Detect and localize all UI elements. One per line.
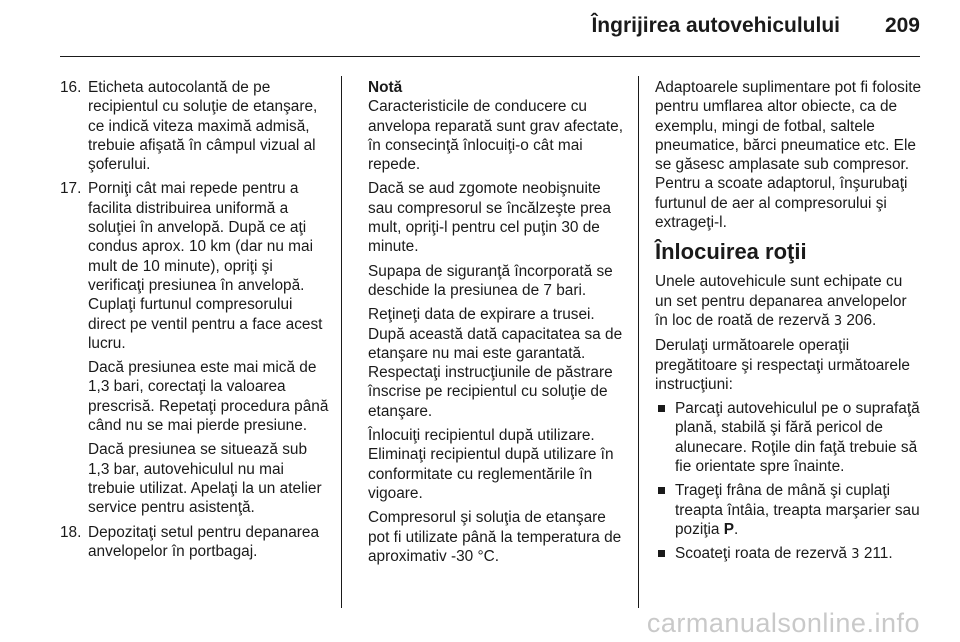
page-reference-icon: 3 — [833, 313, 843, 329]
bullet-item — [655, 481, 923, 539]
column-divider — [638, 76, 639, 608]
paragraph: Adaptoarele suplimentare pot fi folosite pentru umflarea altor obiecte, ca de exemplu, mingi de fotbal, saltele pneumatice, bărci pneumatice etc. Ele se găsesc amplasate sub compresor. Pentru a scoate adaptorul, înşurubaţi furtunul de aer al compresorului şi extrageţi-l. — [655, 79, 922, 232]
section-heading: Înlocuirea roţii — [655, 239, 807, 265]
paragraph — [655, 272, 923, 331]
bullet-text: Trageţi frâna de mână şi cuplaţi treapta întâia, treapta marşarier sau poziţia — [675, 482, 920, 538]
numbered-step — [62, 523, 330, 562]
paragraph: Reţineţi data de expirare a trusei. După această dată capacitatea sa de etanşare nu mai este garantată. Respectaţi instrucţiunile de păstrare înscrise pe recipientul cu soluţie de etanşare. — [368, 306, 623, 420]
step-number: 17. — [60, 180, 82, 198]
header-divider — [60, 56, 920, 57]
numbered-step — [62, 78, 330, 174]
step-text: Porniţi cât mai repede pentru a facilita distribuirea uniformă a soluţiei în anvelopă. După ce aţi condus aprox. 10 km (dar nu mai mult de 10 minute), opriţi şi verificaţi presiunea în anvelopă. Cuplaţi furtunul compresorului direct pe ventil pentru a face acest lucru. — [88, 180, 323, 352]
square-bullet-icon — [658, 405, 665, 412]
paragraph: Dacă se aud zgomote neobişnuite sau compresorul se încălzeşte prea mult, opriţi-l pentru cel puţin 30 de minute. — [368, 180, 611, 256]
paragraph: Derulaţi următoarele operaţii pregătitoare şi respectaţi următoarele instrucţiuni: — [655, 337, 910, 393]
watermark — [0, 608, 960, 642]
page-reference-icon: 3 — [851, 547, 860, 563]
column-right — [655, 78, 923, 570]
note-label: Notă — [368, 79, 403, 96]
page-reference[interactable]: 206. — [846, 311, 877, 329]
gear-position-label: P — [723, 520, 735, 538]
step-sub-paragraph: Dacă presiunea este mai mică de 1,3 bari, corectaţi la valoarea prescrisă. Repetaţi procedura până când nu se mai pierde presiune. — [88, 359, 329, 435]
column-middle — [368, 78, 624, 571]
column-divider — [341, 76, 342, 608]
step-text: Eticheta autocolantă de pe recipientul cu soluţie de etanşare, ce indică viteza maximă admisă, trebuie afişată în câmpul vizual al şoferului. — [88, 79, 318, 174]
page-header — [0, 0, 960, 60]
step-sub-paragraph: Dacă presiunea se situează sub 1,3 bar, autovehiculul nu mai trebuie utilizat. Apelaţi la un atelier service pentru asistenţă. — [88, 441, 322, 517]
bullet-item — [655, 544, 923, 564]
paragraph: Compresorul şi soluţia de etanşare pot fi utilizate până la temperatura de aproximativ -30 °C. — [368, 509, 622, 565]
bullet-text: Parcaţi autovehiculul pe o suprafaţă plană, stabilă şi fără pericol de alunecare. Roţile din faţă trebuie să fie orientate spre înainte. — [675, 400, 920, 476]
paragraph: Înlocuiţi recipientul după utilizare. Eliminaţi recipientul după utilizare în conformitate cu reglementările în vigoare. — [368, 427, 614, 502]
page-number: 209 — [884, 14, 920, 37]
bullet-text: Scoateţi roata de rezervă — [675, 545, 847, 563]
watermark-text: carmanualsonline.info — [646, 608, 920, 638]
chapter-title: Îngrijirea autovehiculului — [591, 14, 840, 37]
numbered-step — [62, 179, 330, 353]
step-text: Depozitaţi setul pentru depanarea anvelopelor în portbagaj. — [88, 523, 320, 560]
column-left — [62, 78, 330, 566]
step-number: 18. — [60, 523, 82, 541]
square-bullet-icon — [658, 487, 665, 494]
paragraph: Supapa de siguranţă încorporată se deschide la presiunea de 7 bari. — [368, 262, 613, 299]
note-text: Caracteristicile de conducere cu anvelopa reparată sunt grav afectate, în consecinţă înlocuiţi-o cât mai repede. — [368, 98, 623, 174]
step-number: 16. — [60, 79, 82, 96]
bullet-item — [655, 399, 923, 476]
bullet-text-end: . — [734, 520, 739, 538]
paragraph-text: Unele autovehicule sunt echipate cu un set pentru depanarea anvelopelor în loc de roată de rezervă — [655, 273, 907, 329]
page-reference[interactable]: 211. — [863, 545, 893, 563]
square-bullet-icon — [658, 550, 665, 557]
